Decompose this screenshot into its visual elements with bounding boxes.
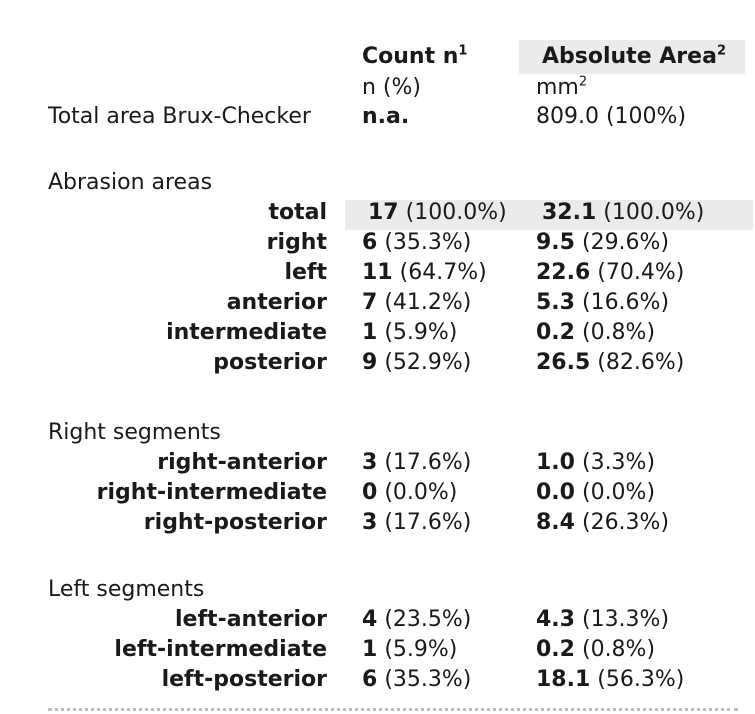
column-header-count-title: Count n xyxy=(362,44,459,69)
area-percent: (82.6%) xyxy=(597,350,685,375)
group-label: Right segments xyxy=(48,420,221,445)
area-cell xyxy=(536,258,684,288)
count-cell xyxy=(362,508,471,538)
area-percent: (16.6%) xyxy=(581,290,670,315)
area-value: 22.6 xyxy=(536,260,591,285)
footnote-marker-1: 1 xyxy=(458,43,468,59)
count-value: 0 xyxy=(362,480,378,505)
area-value: 0.2 xyxy=(536,320,575,345)
area-percent: (29.6%) xyxy=(581,230,670,255)
count-percent: (35.3%) xyxy=(384,667,472,692)
total-area-label: Total area Brux-Checker xyxy=(48,104,311,129)
row-label: right-posterior xyxy=(143,510,327,535)
row-label: right-intermediate xyxy=(96,480,327,505)
row-label: right xyxy=(266,230,327,255)
area-value: 4.3 xyxy=(536,607,575,632)
area-value: 18.1 xyxy=(536,667,591,692)
group-label: Left segments xyxy=(48,577,205,602)
count-value: 1 xyxy=(362,637,378,662)
count-value: 6 xyxy=(362,230,378,255)
count-percent: (17.6%) xyxy=(384,450,472,475)
count-percent: (35.3%) xyxy=(384,230,472,255)
count-value: 3 xyxy=(362,450,378,475)
row-label: intermediate xyxy=(166,320,327,345)
count-percent: (64.7%) xyxy=(399,260,487,285)
area-cell xyxy=(536,478,655,508)
count-cell xyxy=(362,478,457,508)
area-cell xyxy=(536,635,655,665)
group-label: Abrasion areas xyxy=(48,170,213,195)
count-cell xyxy=(362,665,471,695)
count-percent: (5.9%) xyxy=(384,637,458,662)
area-percent: (26.3%) xyxy=(581,510,670,535)
area-percent: (70.4%) xyxy=(597,260,685,285)
count-percent: (41.2%) xyxy=(384,290,472,315)
count-percent: (17.6%) xyxy=(384,510,472,535)
column-unit-area-sup: 2 xyxy=(578,74,588,90)
area-cell xyxy=(536,228,669,258)
count-cell xyxy=(362,258,487,288)
area-cell xyxy=(536,605,669,635)
row-label: left-intermediate xyxy=(114,637,327,662)
column-unit-area xyxy=(536,73,587,103)
count-percent: (23.5%) xyxy=(384,607,472,632)
area-percent: (13.3%) xyxy=(581,607,670,632)
count-value: 7 xyxy=(362,290,378,315)
column-unit-count: n (%) xyxy=(362,75,422,100)
row-label: left-posterior xyxy=(161,667,327,692)
count-percent: (5.9%) xyxy=(384,320,458,345)
row-label: anterior xyxy=(226,290,327,315)
area-value: 26.5 xyxy=(536,350,591,375)
count-percent: (0.0%) xyxy=(384,480,458,505)
area-cell xyxy=(536,665,684,695)
row-label: total xyxy=(268,200,327,225)
row-label: right-anterior xyxy=(157,450,327,475)
count-cell xyxy=(362,228,471,258)
count-cell xyxy=(362,288,471,318)
column-unit-area-text: mm xyxy=(536,75,579,100)
area-value: 0.2 xyxy=(536,637,575,662)
area-cell xyxy=(536,318,655,348)
total-area-value: 809.0 (100%) xyxy=(536,104,687,129)
total-area-count: n.a. xyxy=(362,104,410,129)
area-cell xyxy=(536,288,669,318)
count-percent: (100.0%) xyxy=(405,200,507,225)
area-percent: (0.8%) xyxy=(581,637,656,662)
count-percent: (52.9%) xyxy=(384,350,472,375)
area-percent: (0.8%) xyxy=(581,320,656,345)
count-value: 9 xyxy=(362,350,378,375)
count-cell xyxy=(362,318,457,348)
count-value: 17 xyxy=(368,200,399,225)
count-cell xyxy=(368,198,507,228)
area-value: 1.0 xyxy=(536,450,575,475)
footnote-marker-2: 2 xyxy=(716,43,726,59)
count-cell xyxy=(362,605,471,635)
area-cell xyxy=(542,198,704,228)
area-value: 0.0 xyxy=(536,480,575,505)
area-percent: (3.3%) xyxy=(581,450,656,475)
column-header-area xyxy=(542,42,726,72)
area-cell xyxy=(536,448,655,478)
area-cell xyxy=(536,348,684,378)
column-header-area-title: Absolute Area xyxy=(542,44,717,69)
area-percent: (100.0%) xyxy=(603,200,705,225)
cutoff-footnote-strip xyxy=(48,708,738,711)
row-label: left-anterior xyxy=(175,607,327,632)
area-value: 32.1 xyxy=(542,200,597,225)
area-cell xyxy=(536,508,669,538)
area-value: 9.5 xyxy=(536,230,575,255)
count-value: 3 xyxy=(362,510,378,535)
column-header-count xyxy=(362,42,467,72)
row-label: left xyxy=(284,260,327,285)
count-cell xyxy=(362,448,471,478)
area-value: 8.4 xyxy=(536,510,575,535)
count-value: 6 xyxy=(362,667,378,692)
count-value: 4 xyxy=(362,607,378,632)
count-value: 1 xyxy=(362,320,378,345)
area-percent: (56.3%) xyxy=(597,667,685,692)
area-value: 5.3 xyxy=(536,290,575,315)
cutoff-footnote-line xyxy=(48,700,738,714)
count-value: 11 xyxy=(362,260,393,285)
count-cell xyxy=(362,635,457,665)
row-label: posterior xyxy=(213,350,327,375)
count-cell xyxy=(362,348,471,378)
area-percent: (0.0%) xyxy=(581,480,656,505)
